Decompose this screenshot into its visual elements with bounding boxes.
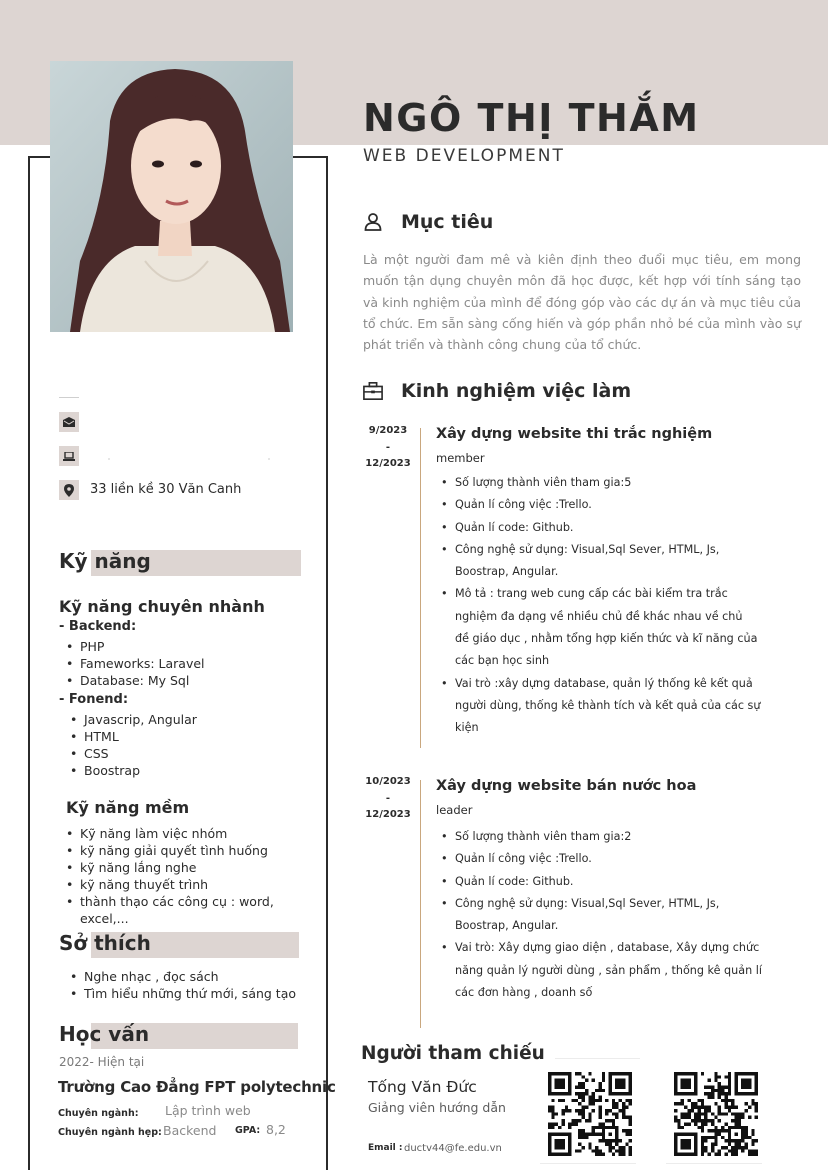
list-item: • PHP — [63, 638, 205, 655]
list-item: • Nghe nhạc , đọc sách — [67, 968, 296, 985]
professional-skills-heading: Kỹ năng chuyên nhành — [59, 597, 265, 616]
job-details-list — [438, 826, 783, 1004]
list-item: • Quản lí công việc :Trello. — [438, 848, 783, 870]
education-years: 2022- Hiện tại — [59, 1055, 145, 1069]
frontend-label: - Fonend: — [59, 692, 129, 707]
job-role: member — [436, 451, 485, 465]
reference-position: Giảng viên hướng dẫn — [368, 1100, 506, 1115]
objective-heading: Mục tiêu — [363, 209, 493, 235]
list-item: • Javascrip, Angular — [67, 711, 197, 728]
qr-divider — [540, 1163, 636, 1164]
reference-divider — [555, 1058, 640, 1059]
job-date: 9/2023 - 12/2023 — [365, 425, 411, 469]
list-item: • Boostrap — [67, 762, 197, 779]
list-item: • HTML — [67, 728, 197, 745]
list-item: • Quản lí công việc :Trello. — [438, 494, 783, 516]
profile-photo — [50, 61, 293, 332]
job-details-list — [438, 472, 783, 740]
list-item: • Database: My Sql — [63, 672, 205, 689]
hobbies-list — [67, 968, 296, 1002]
job-role: leader — [436, 803, 473, 817]
sub-major-label: Chuyên ngành hẹp: — [58, 1127, 162, 1138]
timeline-line — [420, 428, 421, 748]
list-item: • thành thạo các công cụ : word, excel,... — [63, 893, 308, 927]
candidate-name: NGÔ THỊ THẮM — [363, 96, 700, 140]
list-item: • kỹ năng thuyết trình — [63, 876, 308, 893]
list-item: • Kỹ năng làm việc nhóm — [63, 825, 308, 842]
location-pin-icon — [59, 480, 79, 500]
soft-skills-list — [63, 825, 308, 927]
list-item: • kỹ năng giải quyết tình huống — [63, 842, 308, 859]
list-item: • Quản lí code: Github. — [438, 517, 783, 539]
backend-label: - Backend: — [59, 619, 137, 634]
major-value: Lập trình web — [165, 1103, 251, 1118]
list-item: • Vai trò :xây dựng database, quản lý thống kê kết quả người dùng, thống kê thành tích và kết quả của các sự kiện — [438, 673, 763, 740]
reference-email-label: Email : — [368, 1143, 403, 1153]
timeline-line — [420, 780, 421, 1028]
objective-text: Là một người đam mê và kiên định theo đuổi mục tiêu, em mong muốn tận dụng chuyên môn đã học được, kết hợp với tính sáng tạo và kinh nghiệm của mình để đóng góp vào các dự án và mục tiêu của tổ chức. Em sẵn sàng cống hiến và góp phần nhỏ bé của mình vào sự phát triển và thành công chung của tổ chức. — [363, 252, 801, 353]
backend-list — [63, 638, 205, 689]
laptop-icon — [59, 446, 79, 466]
candidate-role: WEB DEVELOPMENT — [363, 146, 565, 166]
gpa-value: 8,2 — [266, 1122, 286, 1137]
list-item: • Công nghệ sử dụng: Visual,Sql Sever, HTML, Js, Boostrap, Angular. — [438, 893, 743, 938]
list-item: • Mô tả : trang web cung cấp các bài kiểm tra trắc nghiệm đa dạng về nhiều chủ đề khác nhau về chủ đề giáo dục , nhằm tổng hợp kiến thức và kĩ năng của các bạn học sinh — [438, 583, 758, 672]
list-item: • Tìm hiểu những thứ mới, sáng tạo — [67, 985, 296, 1002]
qr-divider — [666, 1163, 762, 1164]
frontend-list — [67, 711, 197, 779]
briefcase-icon — [363, 380, 383, 402]
reference-name: Tống Văn Đức — [368, 1078, 477, 1096]
contact-placeholder-dot — [108, 458, 110, 460]
qr-code-icon[interactable] — [674, 1072, 758, 1156]
list-item: • Fameworks: Laravel — [63, 655, 205, 672]
list-item: • CSS — [67, 745, 197, 762]
user-icon — [363, 211, 383, 233]
reference-email[interactable]: ductv44@fe.edu.vn — [404, 1143, 502, 1154]
list-item: • kỹ năng lắng nghe — [63, 859, 308, 876]
job-title: Xây dựng website bán nước hoa — [436, 778, 697, 794]
list-item: • Quản lí code: Github. — [438, 871, 783, 893]
sub-major-value: Backend — [163, 1123, 217, 1138]
major-label: Chuyên ngành: — [58, 1108, 139, 1119]
list-item: • Số lượng thành viên tham gia:5 — [438, 472, 783, 494]
contact-placeholder-dot — [268, 458, 270, 460]
soft-skills-heading: Kỹ năng mềm — [66, 798, 190, 817]
list-item: • Số lượng thành viên tham gia:2 — [438, 826, 783, 848]
list-item: • Vai trò: Xây dựng giao diện , database, Xây dựng chức năng quản lý người dùng , sản phẩm , thống kê quản lí các đơn hàng , doanh số — [438, 937, 783, 1004]
envelope-icon — [59, 412, 79, 432]
reference-heading: Người tham chiếu — [361, 1043, 545, 1064]
list-item: • Công nghệ sử dụng: Visual,Sql Sever, HTML, Js, Boostrap, Angular. — [438, 539, 743, 584]
address-text: 33 liền kề 30 Văn Canh — [90, 482, 242, 497]
qr-code-icon[interactable] — [548, 1072, 632, 1156]
contact-divider — [59, 397, 79, 398]
experience-heading: Kinh nghiệm việc làm — [363, 378, 631, 404]
job-date: 10/2023 - 12/2023 — [365, 776, 411, 820]
school-name: Trường Cao Đẳng FPT polytechnic — [58, 1078, 336, 1096]
job-title: Xây dựng website thi trắc nghiệm — [436, 426, 713, 442]
gpa-label: GPA: — [235, 1125, 261, 1136]
